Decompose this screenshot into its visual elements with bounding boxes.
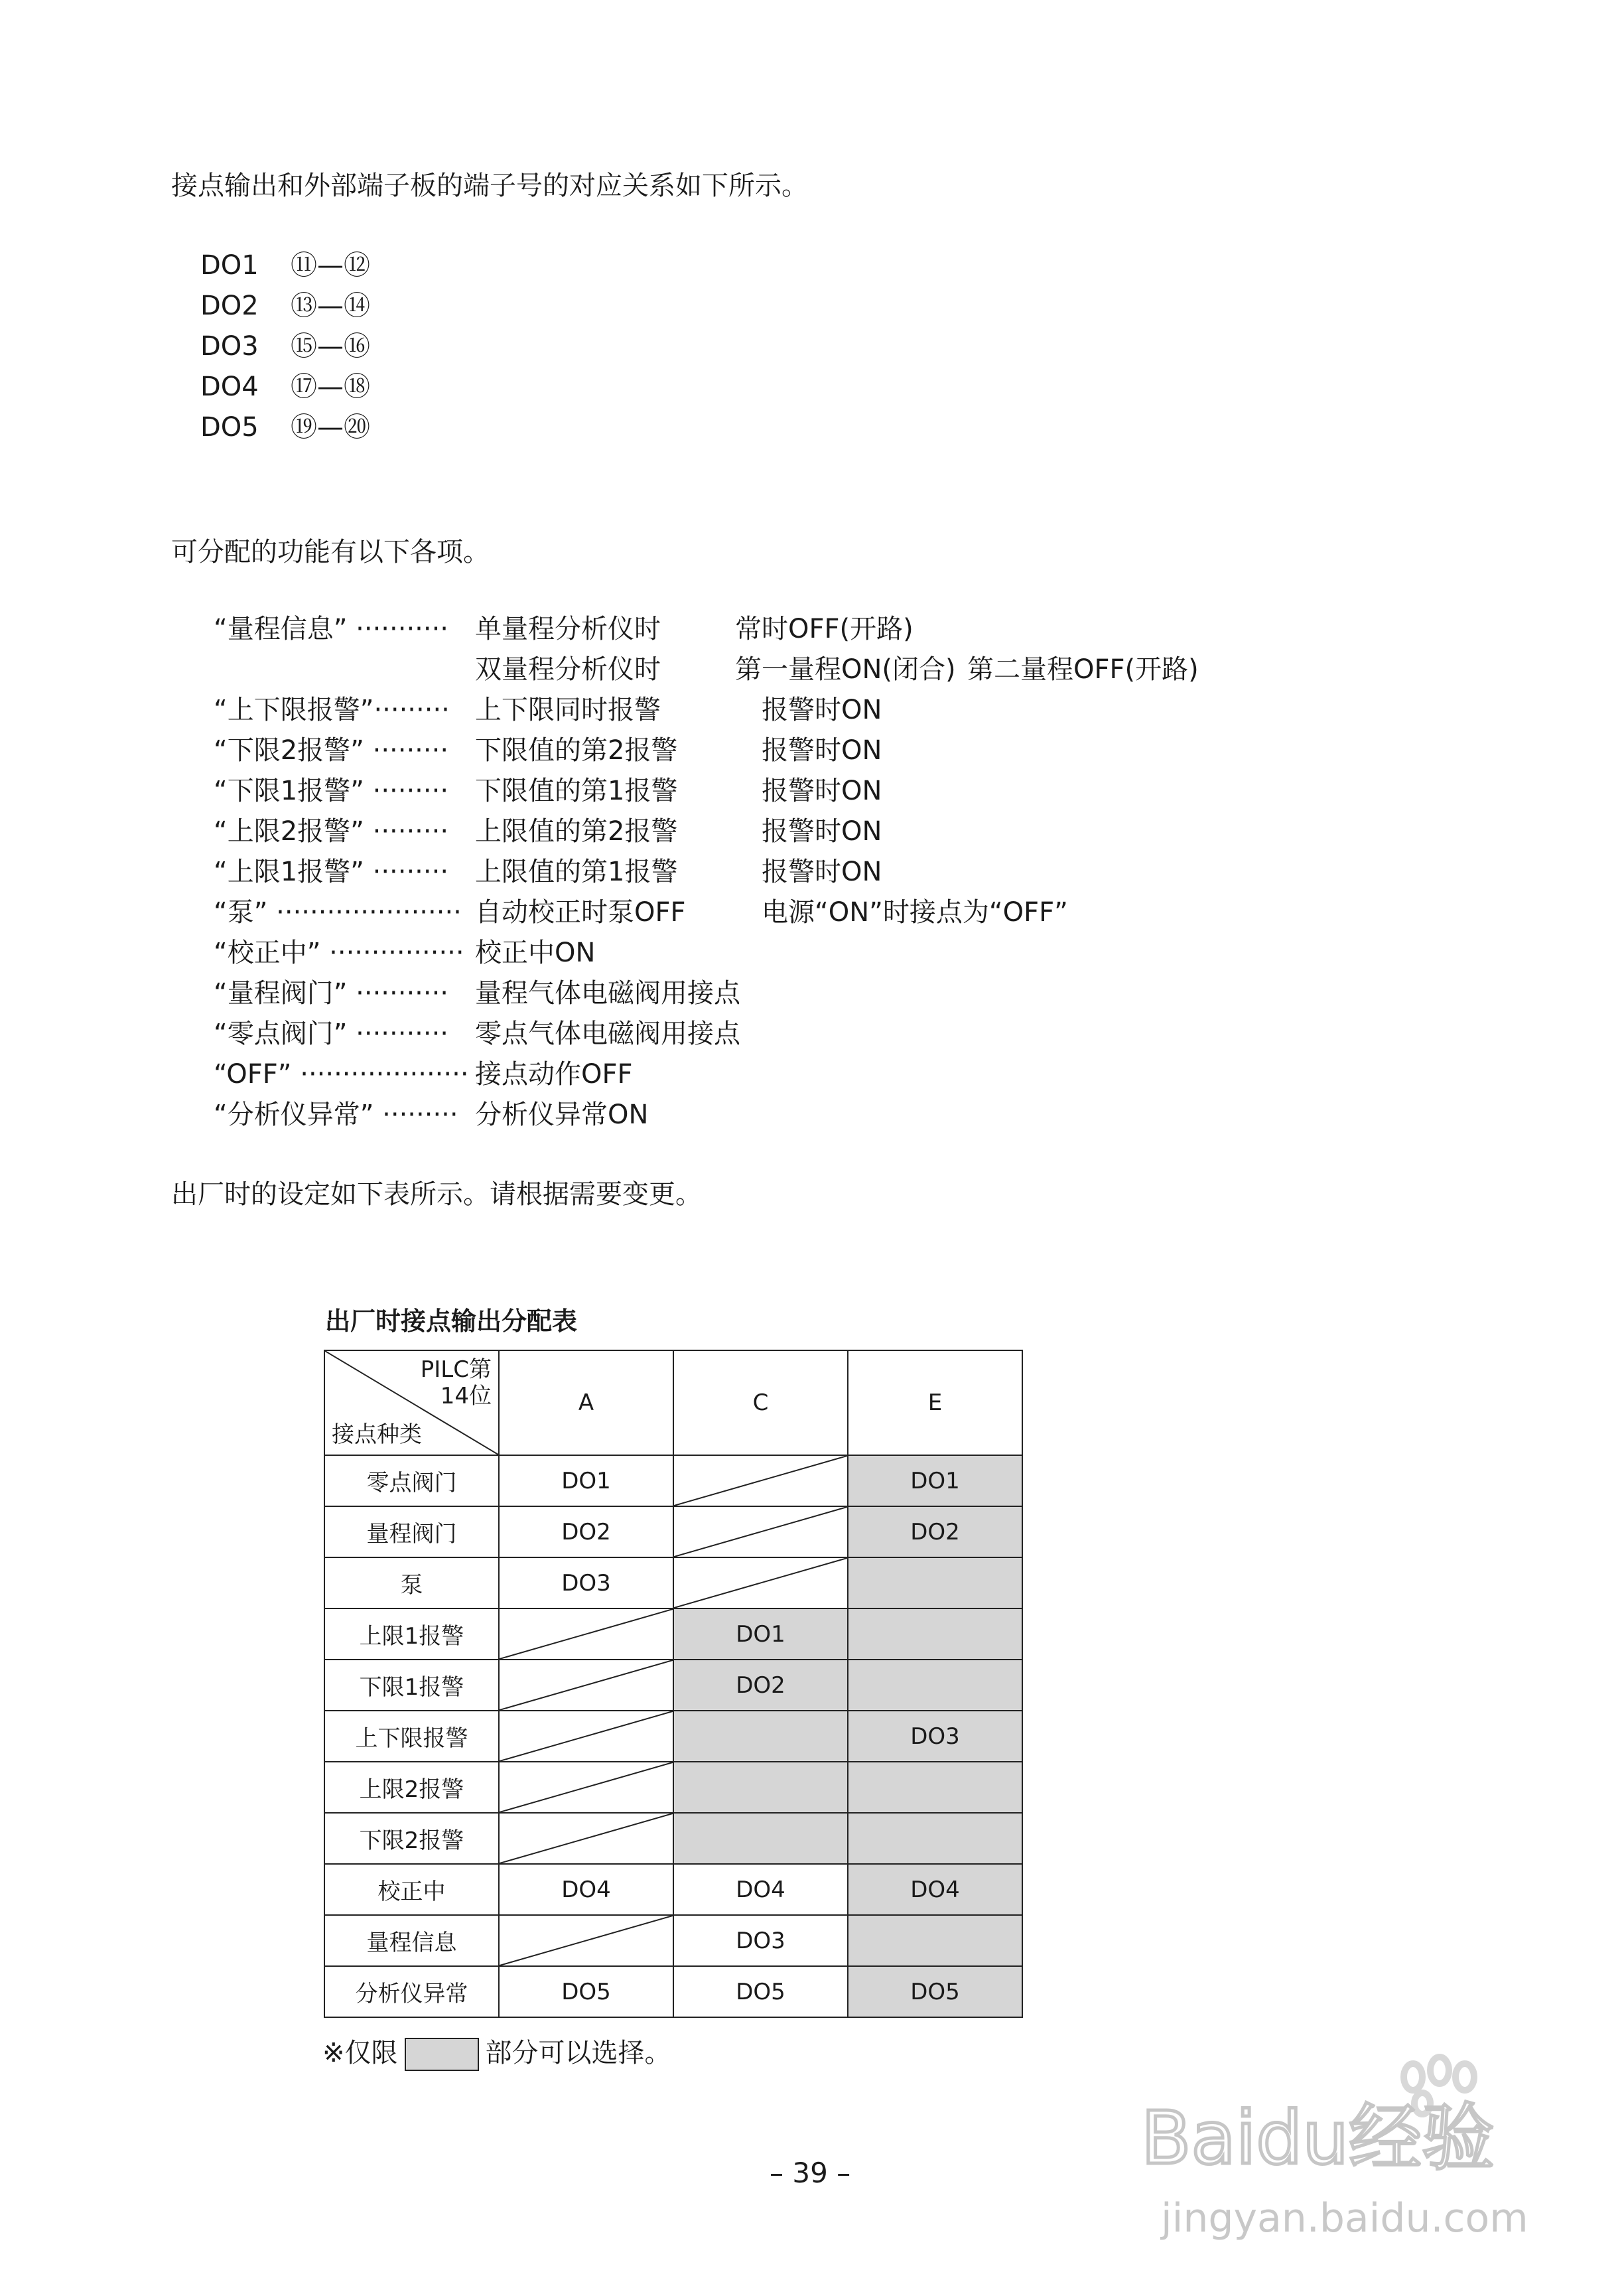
function-key: “上下限报警”········· bbox=[214, 695, 450, 725]
column-header-e: E bbox=[848, 1350, 1022, 1455]
do-terminal-row bbox=[200, 290, 370, 322]
function-row bbox=[214, 735, 1275, 766]
cell-e bbox=[848, 1711, 1022, 1762]
cell-c bbox=[673, 1557, 848, 1608]
row-label: 下限2报警 bbox=[324, 1813, 499, 1864]
cell-e bbox=[848, 1915, 1022, 1966]
function-desc: 下限值的第2报警 bbox=[475, 735, 678, 766]
table-corner-cell bbox=[324, 1350, 499, 1455]
cell-a bbox=[499, 1864, 673, 1915]
cell-c bbox=[673, 1813, 848, 1864]
function-row bbox=[214, 775, 1275, 807]
do-name: DO5 bbox=[200, 412, 259, 443]
table-row bbox=[324, 1506, 1022, 1557]
row-label: 泵 bbox=[324, 1557, 499, 1608]
function-key: “泵” ······················ bbox=[214, 897, 462, 928]
not-applicable-slash bbox=[674, 1558, 847, 1608]
table-row bbox=[324, 1711, 1022, 1762]
function-detail: 第一量程ON(闭合) bbox=[735, 654, 956, 685]
function-row bbox=[214, 1018, 1275, 1050]
watermark-url: jingyan.baidu.com bbox=[1161, 2195, 1528, 2242]
function-desc: 自动校正时泵OFF bbox=[475, 897, 686, 928]
row-label: 校正中 bbox=[324, 1864, 499, 1915]
function-row bbox=[214, 896, 1275, 928]
cell-value: DO4 bbox=[910, 1876, 960, 1903]
corner-line-1: PILC第 bbox=[420, 1356, 492, 1383]
cell-value: DO1 bbox=[736, 1620, 785, 1648]
not-applicable-slash bbox=[500, 1762, 673, 1812]
cell-a bbox=[499, 1711, 673, 1762]
corner-line-2: 14位 bbox=[440, 1383, 492, 1409]
function-row bbox=[214, 816, 1275, 847]
do-name: DO3 bbox=[200, 331, 259, 362]
function-desc: 下限值的第1报警 bbox=[475, 776, 678, 806]
not-applicable-slash bbox=[500, 1916, 673, 1965]
function-key: “下限2报警” ········· bbox=[214, 735, 449, 766]
function-desc: 双量程分析仪时 bbox=[475, 654, 661, 685]
row-label: 量程信息 bbox=[324, 1915, 499, 1966]
function-desc: 上限值的第1报警 bbox=[475, 857, 678, 887]
not-applicable-slash bbox=[500, 1711, 673, 1761]
cell-e bbox=[848, 1660, 1022, 1711]
cell-e bbox=[848, 1864, 1022, 1915]
function-row bbox=[214, 694, 1275, 726]
intro-text: 接点输出和外部端子板的端子号的对应关系如下所示。 bbox=[171, 171, 808, 201]
corner-row-label: 接点种类 bbox=[332, 1421, 422, 1448]
function-desc: 上下限同时报警 bbox=[475, 695, 661, 725]
cell-a bbox=[499, 1915, 673, 1966]
cell-value: DO3 bbox=[736, 1927, 785, 1954]
function-desc: 上限值的第2报警 bbox=[475, 816, 678, 847]
baidu-watermark-logo bbox=[1128, 2050, 1552, 2183]
function-key: “分析仪异常” ········· bbox=[214, 1100, 458, 1130]
table-row bbox=[324, 1966, 1022, 2017]
table-header-row bbox=[324, 1350, 1022, 1455]
cell-value: DO2 bbox=[910, 1518, 960, 1545]
function-key: “OFF” ···················· bbox=[214, 1059, 469, 1090]
not-applicable-slash bbox=[674, 1456, 847, 1506]
function-desc: 量程气体电磁阀用接点 bbox=[475, 978, 740, 1009]
cell-a bbox=[499, 1762, 673, 1813]
selectable-swatch bbox=[405, 2038, 479, 2071]
function-row bbox=[214, 977, 1275, 1009]
do-name: DO4 bbox=[200, 372, 259, 402]
factory-note: 出厂时的设定如下表所示。请根据需要变更。 bbox=[171, 1179, 702, 1210]
function-key: “零点阀门” ··········· bbox=[214, 1019, 449, 1049]
cell-e bbox=[848, 1506, 1022, 1557]
do-terminals: ⑬—⑭ bbox=[291, 291, 370, 321]
cell-c bbox=[673, 1660, 848, 1711]
cell-e bbox=[848, 1455, 1022, 1506]
note-prefix: ※仅限 bbox=[322, 2038, 398, 2068]
row-label: 零点阀门 bbox=[324, 1455, 499, 1506]
cell-value: DO2 bbox=[561, 1518, 611, 1545]
cell-e bbox=[848, 1557, 1022, 1608]
row-label: 上限1报警 bbox=[324, 1608, 499, 1660]
cell-a bbox=[499, 1660, 673, 1711]
do-terminal-row bbox=[200, 330, 370, 362]
cell-c bbox=[673, 1762, 848, 1813]
cell-a bbox=[499, 1813, 673, 1864]
function-key: “上限1报警” ········· bbox=[214, 857, 449, 887]
do-terminals: ⑮—⑯ bbox=[291, 331, 370, 362]
cell-value: DO5 bbox=[561, 1978, 611, 2005]
function-key: “上限2报警” ········· bbox=[214, 816, 449, 847]
function-detail: 报警时ON bbox=[735, 776, 882, 806]
function-detail: 报警时ON bbox=[735, 695, 882, 725]
cell-a bbox=[499, 1966, 673, 2017]
function-key: “量程信息” ··········· bbox=[214, 614, 449, 644]
cell-e bbox=[848, 1608, 1022, 1660]
cell-c bbox=[673, 1506, 848, 1557]
corner-column-label bbox=[421, 1356, 492, 1409]
not-applicable-slash bbox=[500, 1660, 673, 1710]
not-applicable-slash bbox=[674, 1507, 847, 1557]
table-row bbox=[324, 1915, 1022, 1966]
cell-c bbox=[673, 1455, 848, 1506]
cell-c bbox=[673, 1711, 848, 1762]
function-row bbox=[214, 613, 1275, 645]
function-detail: 常时OFF(开路) bbox=[735, 614, 914, 644]
cell-e bbox=[848, 1813, 1022, 1864]
cell-c bbox=[673, 1915, 848, 1966]
cell-a bbox=[499, 1455, 673, 1506]
table-row bbox=[324, 1608, 1022, 1660]
allocation-table bbox=[324, 1350, 1023, 2018]
function-extra: 第二量程OFF(开路) bbox=[967, 654, 1199, 685]
cell-value: DO4 bbox=[736, 1876, 785, 1903]
page-number: – 39 – bbox=[770, 2157, 851, 2189]
row-label: 上下限报警 bbox=[324, 1711, 499, 1762]
note-suffix: 部分可以选择。 bbox=[485, 2038, 671, 2068]
row-label: 分析仪异常 bbox=[324, 1966, 499, 2017]
function-detail: 电源“ON”时接点为“OFF” bbox=[735, 897, 1068, 928]
not-applicable-slash bbox=[500, 1609, 673, 1659]
table-title: 出厂时接点输出分配表 bbox=[325, 1307, 578, 1336]
cell-c bbox=[673, 1966, 848, 2017]
cell-value: DO5 bbox=[736, 1978, 785, 2005]
table-row bbox=[324, 1864, 1022, 1915]
function-row bbox=[214, 654, 1275, 685]
column-header-c: C bbox=[673, 1350, 848, 1455]
do-terminals: ⑰—⑱ bbox=[291, 372, 370, 402]
function-key: “量程阀门” ··········· bbox=[214, 978, 449, 1009]
cell-value: DO2 bbox=[736, 1672, 785, 1699]
function-row bbox=[214, 1099, 1275, 1131]
function-row bbox=[214, 856, 1275, 888]
watermark-logo-text: Baidu经验 bbox=[1141, 2096, 1495, 2180]
function-detail: 报警时ON bbox=[735, 816, 882, 847]
cell-e bbox=[848, 1762, 1022, 1813]
function-desc: 零点气体电磁阀用接点 bbox=[475, 1019, 740, 1049]
cell-value: DO5 bbox=[910, 1978, 960, 2005]
cell-value: DO3 bbox=[561, 1569, 611, 1597]
cell-value: DO3 bbox=[910, 1723, 960, 1750]
cell-value: DO1 bbox=[910, 1467, 960, 1494]
table-row bbox=[324, 1762, 1022, 1813]
function-row bbox=[214, 937, 1275, 969]
function-detail: 报警时ON bbox=[735, 857, 882, 887]
table-row bbox=[324, 1813, 1022, 1864]
cell-c bbox=[673, 1608, 848, 1660]
cell-value: DO1 bbox=[561, 1467, 611, 1494]
cell-a bbox=[499, 1608, 673, 1660]
selection-note bbox=[322, 2036, 671, 2071]
function-row bbox=[214, 1058, 1275, 1090]
row-label: 上限2报警 bbox=[324, 1762, 499, 1813]
cell-c bbox=[673, 1864, 848, 1915]
row-label: 下限1报警 bbox=[324, 1660, 499, 1711]
function-detail: 报警时ON bbox=[735, 735, 882, 766]
function-desc: 分析仪异常ON bbox=[475, 1100, 649, 1130]
do-terminal-row bbox=[200, 411, 370, 443]
table-row bbox=[324, 1660, 1022, 1711]
cell-a bbox=[499, 1506, 673, 1557]
table-row bbox=[324, 1455, 1022, 1506]
do-terminal-row bbox=[200, 371, 370, 403]
do-terminals: ⑪—⑫ bbox=[291, 250, 370, 281]
do-name: DO1 bbox=[200, 250, 259, 281]
cell-a bbox=[499, 1557, 673, 1608]
column-header-a: A bbox=[499, 1350, 673, 1455]
table-row bbox=[324, 1557, 1022, 1608]
not-applicable-slash bbox=[500, 1814, 673, 1863]
function-desc: 单量程分析仪时 bbox=[475, 614, 661, 644]
row-label: 量程阀门 bbox=[324, 1506, 499, 1557]
do-terminal-row bbox=[200, 249, 370, 281]
do-terminals: ⑲—⑳ bbox=[291, 412, 370, 443]
cell-e bbox=[848, 1966, 1022, 2017]
functions-intro: 可分配的功能有以下各项。 bbox=[171, 537, 490, 567]
function-desc: 校正中ON bbox=[475, 938, 596, 968]
function-key: “下限1报警” ········· bbox=[214, 776, 449, 806]
do-name: DO2 bbox=[200, 291, 259, 321]
cell-value: DO4 bbox=[561, 1876, 611, 1903]
function-desc: 接点动作OFF bbox=[475, 1059, 633, 1090]
function-key: “校正中” ················ bbox=[214, 938, 464, 968]
